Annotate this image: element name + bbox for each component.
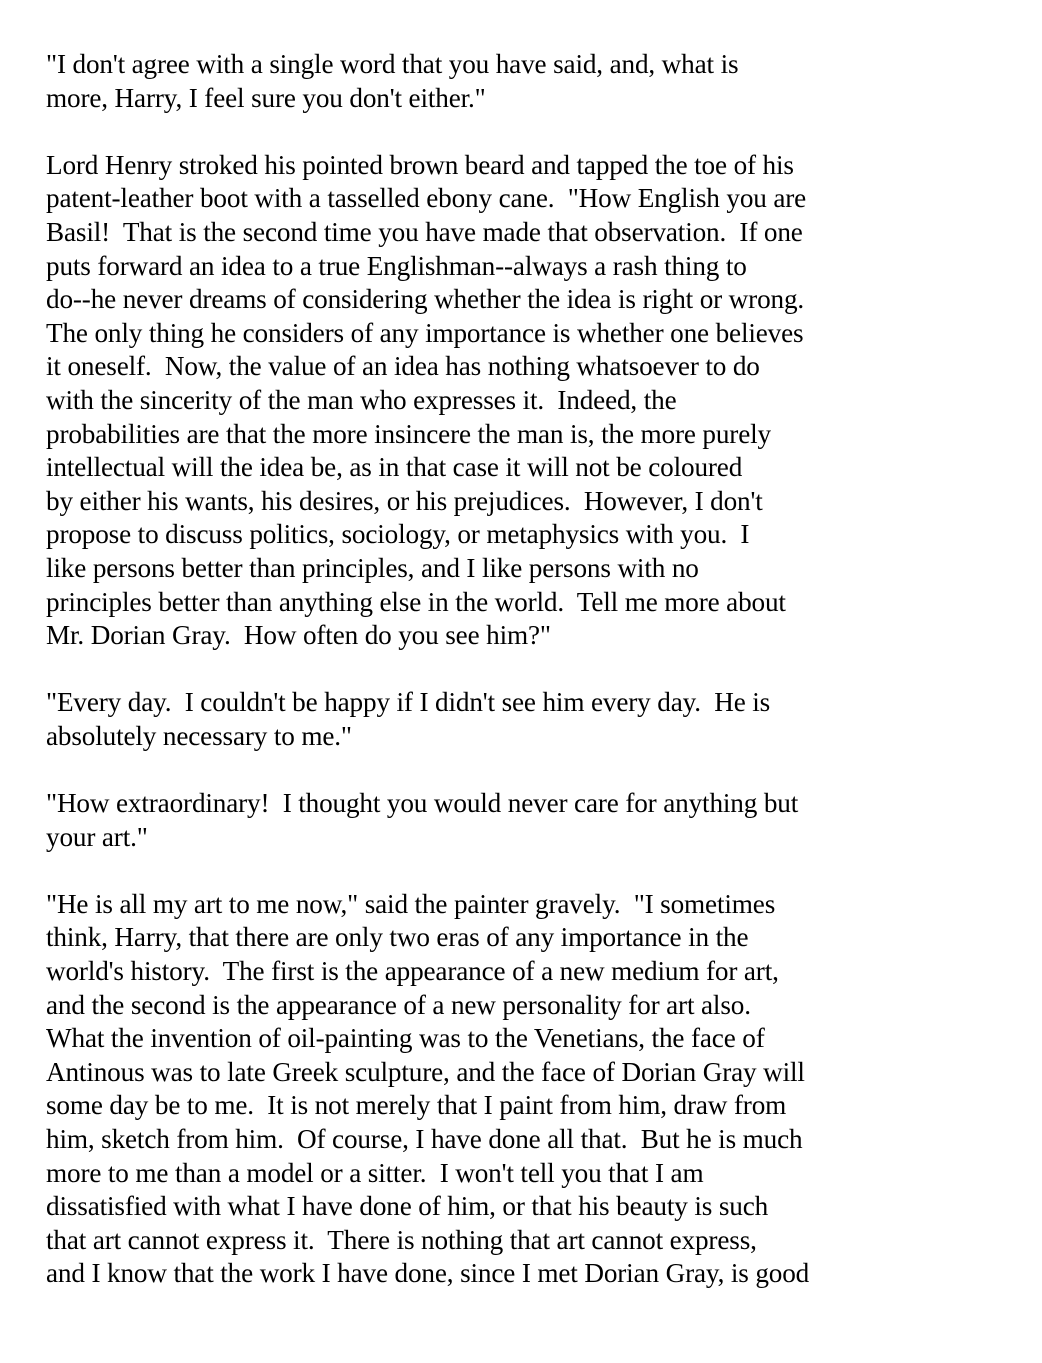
- text-line: do--he never dreams of considering whether the idea is right or wrong.: [46, 284, 805, 315]
- text-line: intellectual will the idea be, as in that case it will not be coloured: [46, 452, 743, 483]
- text-line: probabilities are that the more insincere the man is, the more purely: [46, 418, 771, 449]
- text-line: him, sketch from him. Of course, I have done all that. But he is much: [46, 1124, 803, 1154]
- text-line: that art cannot express it. There is nothing that art cannot express,: [46, 1224, 757, 1255]
- text-line: with the sincerity of the man who expresses it. Indeed, the: [46, 384, 677, 415]
- text-line: The only thing he considers of any importance is whether one believes: [46, 317, 804, 348]
- text-line: by either his wants, his desires, or his prejudices. However, I don't: [46, 485, 763, 516]
- paragraph-2: [46, 149, 1006, 653]
- text-line: principles better than anything else in the world. Tell me more about: [46, 586, 786, 617]
- text-line: patent-leather boot with a tasselled ebony cane. "How English you are: [46, 183, 807, 214]
- text-line: Antinous was to late Greek sculpture, and the face of Dorian Gray will: [46, 1056, 805, 1087]
- paragraph-1: [46, 48, 1006, 115]
- text-line: "How extraordinary! I thought you would never care for anything but: [46, 788, 799, 819]
- document-page: [46, 48, 1006, 1325]
- text-line: What the invention of oil-painting was to the Venetians, the face of: [46, 1023, 765, 1054]
- text-line: "Every day. I couldn't be happy if I didn't see him every day. He is: [46, 687, 771, 718]
- text-line: Basil! That is the second time you have made that observation. If one: [46, 216, 803, 247]
- text-line: your art.": [46, 821, 148, 852]
- text-line: world's history. The first is the appearance of a new medium for art,: [46, 956, 779, 987]
- paragraph-4: [46, 787, 1006, 854]
- text-line: some day be to me. It is not merely that I paint from him, draw from: [46, 1090, 787, 1121]
- text-line: dissatisfied with what I have done of him, or that his beauty is such: [46, 1191, 769, 1222]
- text-line: "He is all my art to me now," said the painter gravely. "I sometimes: [46, 888, 776, 919]
- text-line: and I know that the work I have done, since I met Dorian Gray, is good: [46, 1258, 810, 1289]
- text-line: more to me than a model or a sitter. I won't tell you that I am: [46, 1157, 704, 1188]
- text-line: and the second is the appearance of a new personality for art also.: [46, 989, 751, 1020]
- text-line: Lord Henry stroked his pointed brown beard and tapped the toe of his: [46, 149, 794, 180]
- text-line: like persons better than principles, and I like persons with no: [46, 552, 699, 583]
- text-line: Mr. Dorian Gray. How often do you see him?": [46, 620, 551, 651]
- text-line: absolutely necessary to me.": [46, 720, 352, 751]
- paragraph-3: [46, 686, 1006, 753]
- text-line: "I don't agree with a single word that you have said, and, what is: [46, 49, 739, 79]
- text-line: propose to discuss politics, sociology, or metaphysics with you. I: [46, 519, 750, 550]
- text-line: think, Harry, that there are only two eras of any importance in the: [46, 922, 749, 953]
- text-line: puts forward an idea to a true Englishman--always a rash thing to: [46, 250, 747, 281]
- text-line: more, Harry, I feel sure you don't either.": [46, 82, 486, 113]
- text-line: it oneself. Now, the value of an idea has nothing whatsoever to do: [46, 351, 760, 382]
- paragraph-5: [46, 888, 1006, 1291]
